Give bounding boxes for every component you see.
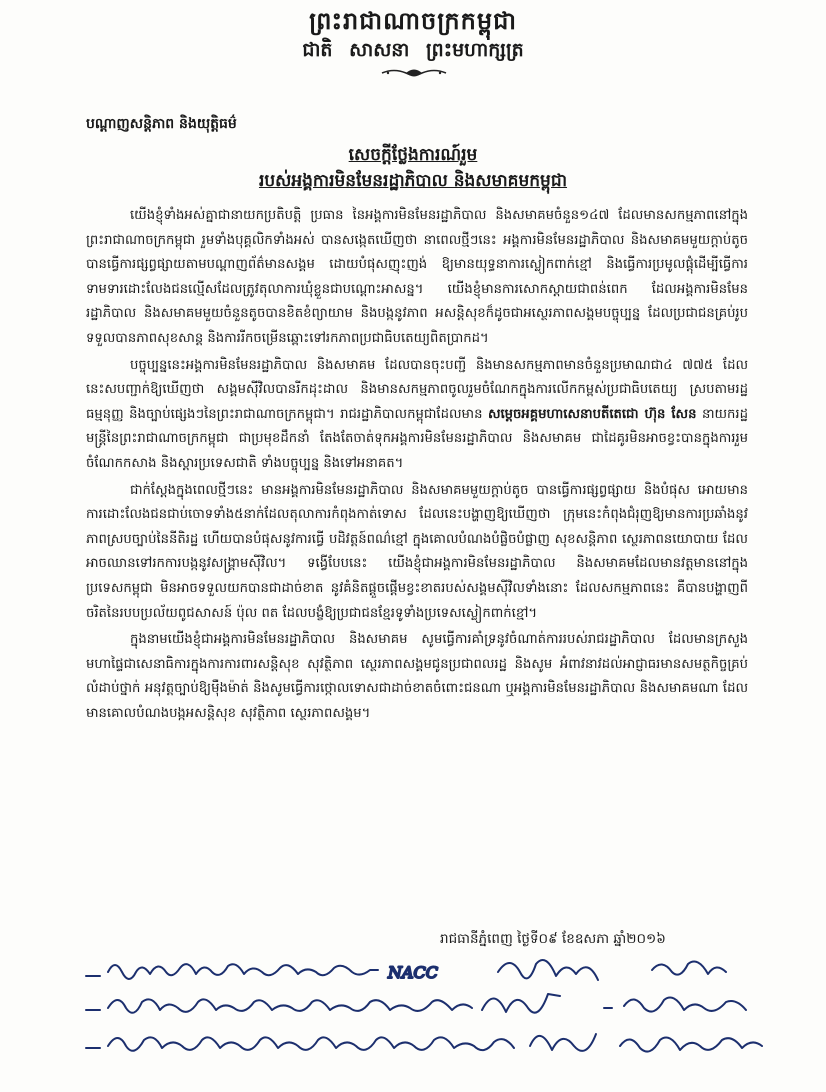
network-label: បណ្តាញសន្តិភាព និងយុត្តិធម៌ bbox=[86, 116, 237, 132]
ornament-divider-icon bbox=[380, 66, 448, 80]
kingdom-heading: ព្រះរាជាណាចក្រកម្ពុជា bbox=[309, 7, 517, 35]
handwritten-signature-row-3 bbox=[86, 1034, 762, 1052]
paragraph-2-start: បច្ចុប្បន្ននេះអង្គការមិនមែនរដ្ឋាភិបាល និងសមាគម ដែលបានចុះបញ្ជី និងមានសកម្មភាពមានចំនួនប្រមាណជា៤ ៧៧៥ ដែលនេះសបញ្ជាក់ឱ្យឃើញថា សង្គមស៊ីវិលបានរីកដុះដាល និងមានសកម្មភាពចូលរួមចំណែកក្នុងការលើកកម្ពស់ប្រជាធិបតេយ្យ ស្របតាមរដ្ឋធម្មនុញ្ញ និងច្បាប់ផ្សេងៗនៃព្រះរាជាណាចក្រកម្ពុជា។ រាជរដ្ឋាភិបាលកម្ពុជាដែលមាន bbox=[86, 357, 748, 422]
paragraph-3: ជាក់ស្តែងក្នុងពេលថ្មីៗនេះ មានអង្គការមិនមែនរដ្ឋាភិបាល និងសមាគមមួយក្តាប់តូច បានធ្វើការផ្សព្វផ្សាយ និងបំផុស អោយមានការដោះលែងជនជាប់ចោទទាំង៥នាក់ដែលតុលាការកំពុងកាត់ទោស ដែលនេះបង្ហាញឱ្យឃើញថា ក្រុមនេះកំពុងជំរុញឱ្យមានការប្រឆាំងនូវភាពស្របច្បាប់នៃនីតិរដ្ឋ ហើយបានបំផុសនូវការធ្វើ បដិវត្តន៍ពណ៌ខ្មៅ ក្នុងគោលបំណងបំផ្លិចបំផ្លាញ សុខសន្តិភាព ស្ថេរភាពនយោបាយ ដែលអាចឈានទៅរកការបង្កនូវសង្គ្រាមស៊ីវិល។ ទង្វើបែបនេះ យើងខ្ញុំជាអង្គការមិនមែនរដ្ឋាភិបាល និងសមាគមដែលមានវត្តមាននៅក្នុងប្រទេសកម្ពុជា មិនអាចទទួលយកបានជាដាច់ខាត នូវគំនិតផ្តួចផ្តើមខ្វះខាតរបស់សង្គមស៊ីវិលទាំងនោះ ដែលសកម្មភាពនេះ គឺបានបង្ហាញពីចរិតនៃរបបប្រល័យពូជសាសន៍ ប៉ុល ពត ដែលបង្ខំឱ្យប្រជាជនខ្មែរទូទាំងប្រទេសស្លៀកពាក់ខ្មៅ។ bbox=[86, 482, 748, 621]
paragraph-2 bbox=[86, 354, 748, 477]
handwritten-signature-row-1 bbox=[86, 960, 726, 982]
signature-block bbox=[0, 950, 826, 1092]
paragraph-2-end: នាយករដ្ឋមន្ត្រីនៃព្រះរាជាណាចក្រកម្ពុជា ជាប្រមុខដឹកនាំ តែងតែចាត់ទុកអង្គការមិនមែនរដ្ឋាភិបាល និងសមាគម ជាដៃគូរមិនអាចខ្វះបានក្នុងការរួមចំណែកកសាង និងស្តារប្រទេសជាតិ ទាំងបច្ចុប្បន្ន និងទៅអនាគត។ bbox=[86, 406, 748, 471]
paragraph-4: ក្នុងនាមយើងខ្ញុំជាអង្គការមិនមែនរដ្ឋាភិបាល និងសមាគម សូមធ្វើការគាំទ្រនូវចំណាត់ការរបស់រាជរដ្ឋាភិបាល ដែលមានក្រសួងមហាផ្ទៃជាសេនាធិការក្នុងការការពារសន្តិសុខ សុវត្ថិភាព ស្ថេរភាពសង្គមជូនប្រជាពលរដ្ឋ និងសូម អំពាវនាវដល់អាជ្ញាធរមានសមត្ថកិច្ចគ្រប់លំដាប់ថ្នាក់ អនុវត្តច្បាប់ឱ្យម៉ឺងម៉ាត់ និងសូមធ្វើការថ្កោលទោសជាដាច់ខាតចំពោះជនណា ឬអង្គការមិនមែនរដ្ឋាភិបាល និងសមាគមណា ដែលមានគោលបំណងបង្កអសន្តិសុខ សុវត្ថិភាព ស្ថេរភាពសង្គម។ bbox=[86, 632, 748, 721]
handwritten-signature-row-2 bbox=[86, 994, 746, 1013]
statement-title: សេចក្តីថ្លែងការណ៍រួម bbox=[348, 145, 478, 165]
paragraph-1: យើងខ្ញុំទាំងអស់គ្នាជានាយកប្រតិបត្តិ ប្រធាន នៃអង្គការមិនមែនរដ្ឋាភិបាល និងសមាគមចំនួន១៤៧ ដែលមានសកម្មភាពនៅក្នុងព្រះរាជាណាចក្រកម្ពុជា រួមទាំងបុគ្គលិកទាំងអស់ បានសង្កេតឃើញថា នាពេលថ្មីៗនេះ អង្គការមិនមែនរដ្ឋាភិបាល និងសមាគមមួយក្តាប់តូច បានធ្វើការផ្សព្វផ្សាយតាមបណ្តាញព័ត៌មានសង្គម ដោយបំផុសញុះញង់ ឱ្យមានយុទ្ធនាការស្លៀកពាក់ខ្មៅ និងធ្វើការប្រមូលផ្តុំដើម្បីធ្វើការទាមទារដោះលែងជនល្មើសដែលត្រូវតុលាការឃុំខ្លួនជាបណ្តោះអាសន្ន។ យើងខ្ញុំមានការសោកស្តាយជាពន់ពេក ដែលអង្គការមិនមែនរដ្ឋាភិបាល និងសមាគមមួយចំនួនតូចបានខិតខំព្យាយាម និងបង្កនូវភាព អសន្តិសុខក៏ដូចជាអស្ថេរភាពសង្គមបច្ចុប្បន្ន ដែលប្រជាជនគ្រប់រូបទទួលបានភាពសុខសាន្ត និងការរីកចម្រើនឆ្ពោះទៅរកភាពប្រជាធិបតេយ្យពិតប្រាកដ។ bbox=[86, 208, 748, 346]
prime-minister-name: សម្តេចអគ្គមហាសេនាបតីតេជោ ហ៊ុន សែន bbox=[487, 406, 697, 422]
dateline: រាជធានីភ្នំពេញ ថ្ងៃទី០៩ ខែឧសភា ឆ្នាំ២០១៦ bbox=[440, 931, 666, 947]
national-motto: ជាតិ សាសនា ព្រះមហាក្សត្រ bbox=[302, 39, 524, 61]
signature-row-1-text: NACC bbox=[388, 963, 439, 982]
statement-body bbox=[86, 204, 748, 728]
statement-subtitle: របស់អង្គការមិនមែនរដ្ឋាភិបាល និងសមាគមកម្ពុជា bbox=[258, 171, 568, 191]
